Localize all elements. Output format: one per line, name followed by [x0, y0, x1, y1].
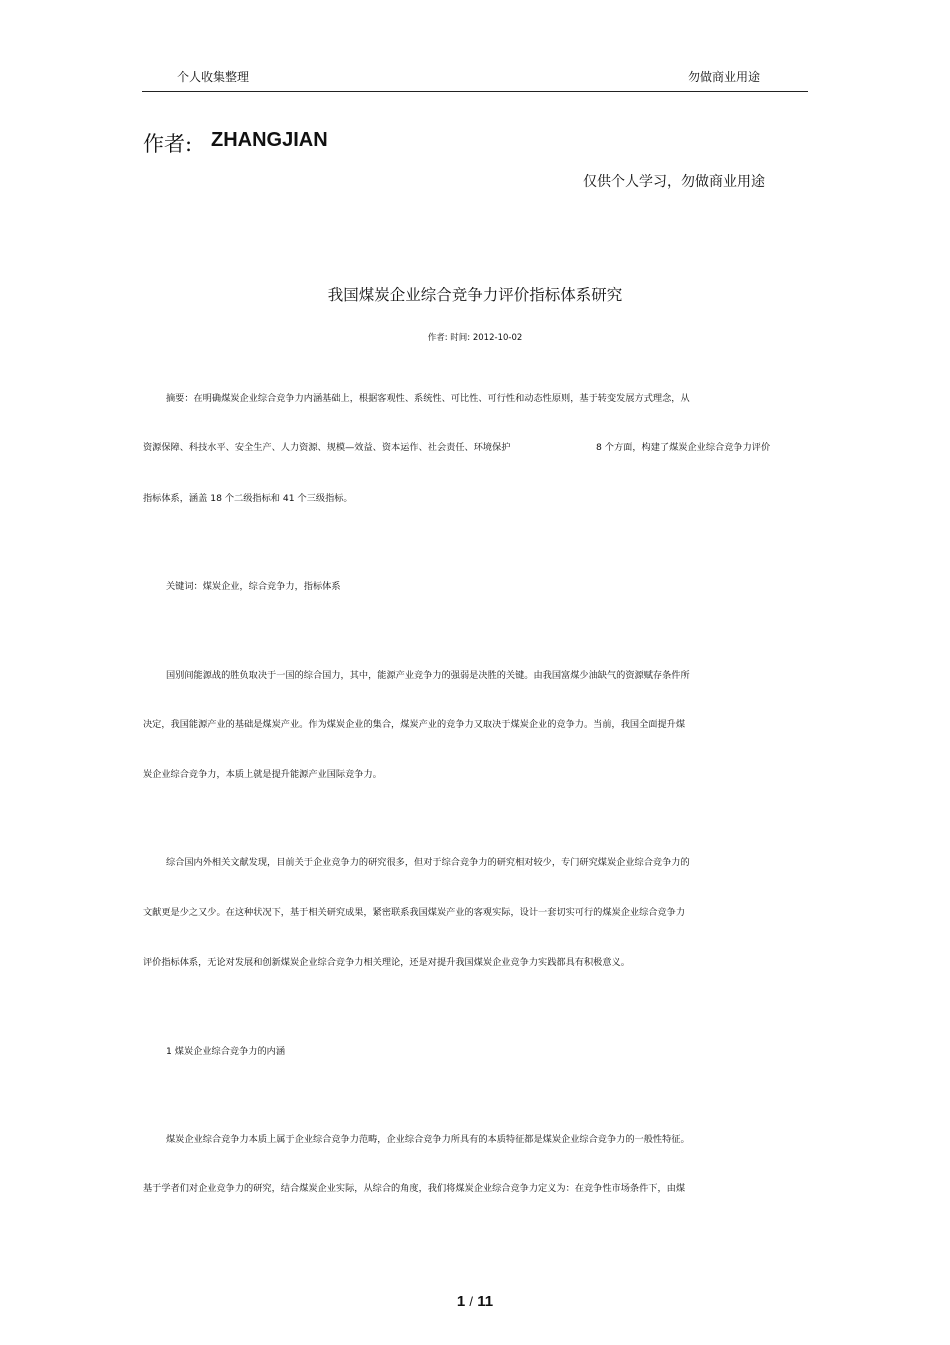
paragraph-line: 煤炭企业综合竞争力本质上属于企业综合竞争力范畴，企业综合竞争力所具有的本质特征都是煤炭企业综合竞争力的一般性特征。 [166, 1134, 690, 1145]
paragraph-line: 决定，我国能源产业的基础是煤炭产业。作为煤炭企业的集合，煤炭产业的竞争力又取决于煤炭企业的竞争力。当前，我国全面提升煤 [143, 719, 686, 730]
abstract-line: 8 个方面，构建了煤炭企业综合竞争力评价 [596, 442, 771, 453]
paragraph-line: 基于学者们对企业竞争力的研究，结合煤炭企业实际，从综合的角度，我们将煤炭企业综合竞争力定义为：在竞争性市场条件下，由煤 [143, 1183, 686, 1194]
abstract-line: 指标体系，涵盖 18 个二级指标和 41 个三级指标。 [143, 493, 353, 504]
keywords: 关键词：煤炭企业，综合竞争力，指标体系 [166, 581, 341, 592]
paragraph-line: 综合国内外相关文献发现，目前关于企业竞争力的研究很多，但对于综合竞争力的研究相对较少，专门研究煤炭企业综合竞争力的 [166, 857, 690, 868]
paragraph-line: 炭企业综合竞争力，本质上就是提升能源产业国际竞争力。 [143, 769, 382, 780]
author-name: ZHANGJIAN [211, 129, 328, 151]
header-left-text: 个人收集整理 [177, 70, 250, 84]
header-divider [142, 91, 808, 92]
page-separator: / [469, 1294, 474, 1309]
article-meta: 作者: 时间: 2012-10-02 [427, 333, 523, 343]
page-total: 11 [477, 1293, 494, 1310]
page-number [0, 1293, 950, 1310]
section-heading: 1 煤炭企业综合竞争力的内涵 [166, 1046, 286, 1057]
abstract-line: 资源保障、科技水平、安全生产、人力资源、规模—效益、资本运作、社会责任、环境保护 [143, 442, 511, 453]
article-title: 我国煤炭企业综合竞争力评价指标体系研究 [327, 286, 623, 304]
page-current: 1 [456, 1293, 466, 1310]
author-label: 作者: [143, 132, 193, 156]
abstract-line: 摘要：在明确煤炭企业综合竞争力内涵基础上，根据客观性、系统性、可比性、可行性和动态性原则，基于转变发展方式理念，从 [166, 393, 690, 404]
paragraph-line: 文献更是少之又少。在这种状况下，基于相关研究成果，紧密联系我国煤炭产业的客观实际，设计一套切实可行的煤炭企业综合竞争力 [143, 907, 686, 918]
paragraph-line: 国别间能源战的胜负取决于一国的综合国力，其中，能源产业竞争力的强弱是决胜的关键。由我国富煤少油缺气的资源赋存条件所 [166, 670, 690, 681]
header-right-text: 勿做商业用途 [688, 70, 761, 84]
usage-notice: 仅供个人学习，勿做商业用途 [583, 174, 765, 190]
paragraph-line: 评价指标体系，无论对发展和创新煤炭企业综合竞争力相关理论，还是对提升我国煤炭企业竞争力实践都具有积极意义。 [143, 957, 630, 968]
